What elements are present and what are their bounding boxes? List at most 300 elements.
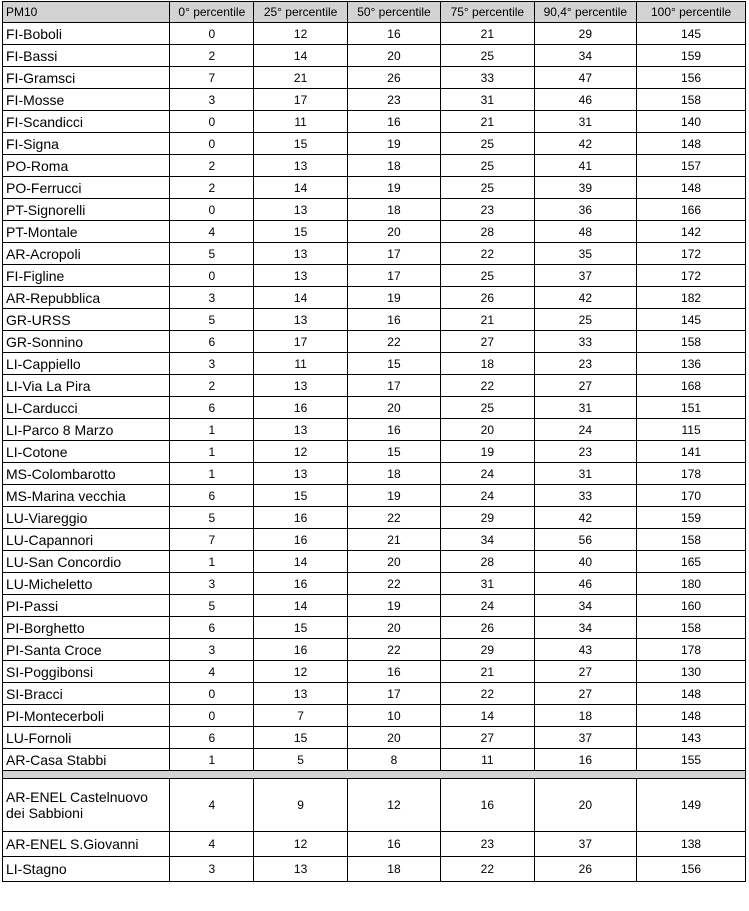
value-cell: 21 <box>441 309 534 331</box>
value-cell: 13 <box>254 419 347 441</box>
value-cell: 15 <box>347 353 440 375</box>
value-cell: 16 <box>254 529 347 551</box>
value-cell: 6 <box>170 397 254 419</box>
value-cell: 22 <box>441 375 534 397</box>
value-cell: 3 <box>170 857 254 882</box>
value-cell: 140 <box>637 111 746 133</box>
value-cell: 33 <box>534 331 637 353</box>
table-row <box>3 375 746 397</box>
value-cell: 13 <box>254 155 347 177</box>
value-cell: 37 <box>534 832 637 857</box>
value-cell: 33 <box>441 67 534 89</box>
value-cell: 18 <box>347 199 440 221</box>
value-cell: 46 <box>534 573 637 595</box>
value-cell: 16 <box>254 507 347 529</box>
value-cell: 13 <box>254 375 347 397</box>
table-row <box>3 67 746 89</box>
value-cell: 16 <box>347 419 440 441</box>
value-cell: 0 <box>170 265 254 287</box>
value-cell: 180 <box>637 573 746 595</box>
value-cell: 15 <box>254 133 347 155</box>
table-row <box>3 779 746 832</box>
value-cell: 2 <box>170 45 254 67</box>
value-cell: 20 <box>347 45 440 67</box>
value-cell: 3 <box>170 573 254 595</box>
value-cell: 4 <box>170 832 254 857</box>
value-cell: 17 <box>254 89 347 111</box>
value-cell: 15 <box>254 221 347 243</box>
value-cell: 20 <box>534 779 637 832</box>
value-cell: 20 <box>347 617 440 639</box>
station-name-cell: PI-Montecerboli <box>3 705 170 727</box>
value-cell: 13 <box>254 265 347 287</box>
table-row <box>3 573 746 595</box>
value-cell: 158 <box>637 331 746 353</box>
value-cell: 22 <box>441 857 534 882</box>
value-cell: 31 <box>534 463 637 485</box>
table-row <box>3 155 746 177</box>
value-cell: 21 <box>347 529 440 551</box>
table-row <box>3 353 746 375</box>
station-name-cell: AR-ENEL S.Giovanni <box>3 832 170 857</box>
value-cell: 14 <box>254 287 347 309</box>
value-cell: 35 <box>534 243 637 265</box>
table-row <box>3 661 746 683</box>
value-cell: 3 <box>170 287 254 309</box>
value-cell: 24 <box>534 419 637 441</box>
value-cell: 13 <box>254 309 347 331</box>
station-name-cell: MS-Marina vecchia <box>3 485 170 507</box>
station-name-cell: FI-Figline <box>3 265 170 287</box>
value-cell: 31 <box>441 89 534 111</box>
station-name-cell: GR-Sonnino <box>3 331 170 353</box>
table-row <box>3 331 746 353</box>
value-cell: 28 <box>441 551 534 573</box>
value-cell: 15 <box>347 441 440 463</box>
value-cell: 13 <box>254 857 347 882</box>
value-cell: 6 <box>170 617 254 639</box>
value-cell: 159 <box>637 507 746 529</box>
value-cell: 7 <box>254 705 347 727</box>
station-name-cell: LU-Fornoli <box>3 727 170 749</box>
value-cell: 21 <box>254 67 347 89</box>
value-cell: 47 <box>534 67 637 89</box>
value-cell: 23 <box>534 353 637 375</box>
value-cell: 21 <box>441 111 534 133</box>
value-cell: 6 <box>170 485 254 507</box>
value-cell: 26 <box>534 857 637 882</box>
table-row <box>3 221 746 243</box>
station-name-cell: MS-Colombarotto <box>3 463 170 485</box>
station-name-cell: LU-San Concordio <box>3 551 170 573</box>
value-cell: 12 <box>254 832 347 857</box>
value-cell: 27 <box>441 727 534 749</box>
table-row <box>3 133 746 155</box>
header-cell: PM10 <box>3 2 170 23</box>
value-cell: 34 <box>534 45 637 67</box>
value-cell: 2 <box>170 177 254 199</box>
value-cell: 16 <box>347 111 440 133</box>
value-cell: 17 <box>347 243 440 265</box>
value-cell: 42 <box>534 287 637 309</box>
value-cell: 115 <box>637 419 746 441</box>
table-row <box>3 199 746 221</box>
table-row <box>3 727 746 749</box>
separator-cell <box>3 771 746 779</box>
station-name-cell: PO-Roma <box>3 155 170 177</box>
value-cell: 56 <box>534 529 637 551</box>
value-cell: 25 <box>441 45 534 67</box>
value-cell: 27 <box>534 375 637 397</box>
value-cell: 25 <box>441 155 534 177</box>
value-cell: 142 <box>637 221 746 243</box>
value-cell: 11 <box>254 111 347 133</box>
station-name-cell: FI-Signa <box>3 133 170 155</box>
value-cell: 42 <box>534 507 637 529</box>
value-cell: 18 <box>441 353 534 375</box>
value-cell: 0 <box>170 705 254 727</box>
value-cell: 5 <box>170 309 254 331</box>
value-cell: 4 <box>170 779 254 832</box>
value-cell: 168 <box>637 375 746 397</box>
value-cell: 22 <box>441 683 534 705</box>
table-row <box>3 111 746 133</box>
value-cell: 16 <box>254 639 347 661</box>
value-cell: 1 <box>170 419 254 441</box>
station-name-cell: LI-Via La Pira <box>3 375 170 397</box>
value-cell: 2 <box>170 375 254 397</box>
value-cell: 16 <box>254 397 347 419</box>
value-cell: 29 <box>534 23 637 45</box>
station-name-cell: LI-Parco 8 Marzo <box>3 419 170 441</box>
value-cell: 27 <box>534 683 637 705</box>
value-cell: 22 <box>347 507 440 529</box>
value-cell: 4 <box>170 221 254 243</box>
value-cell: 16 <box>534 749 637 771</box>
separator-row <box>3 771 746 779</box>
value-cell: 40 <box>534 551 637 573</box>
value-cell: 5 <box>170 243 254 265</box>
value-cell: 149 <box>637 779 746 832</box>
station-name-cell: FI-Scandicci <box>3 111 170 133</box>
value-cell: 37 <box>534 727 637 749</box>
value-cell: 141 <box>637 441 746 463</box>
station-name-cell: LU-Capannori <box>3 529 170 551</box>
value-cell: 25 <box>534 309 637 331</box>
value-cell: 12 <box>254 441 347 463</box>
value-cell: 48 <box>534 221 637 243</box>
value-cell: 16 <box>347 661 440 683</box>
value-cell: 23 <box>441 199 534 221</box>
station-name-cell: FI-Bassi <box>3 45 170 67</box>
header-row <box>3 2 746 23</box>
value-cell: 10 <box>347 705 440 727</box>
value-cell: 1 <box>170 551 254 573</box>
value-cell: 23 <box>347 89 440 111</box>
station-name-cell: FI-Mosse <box>3 89 170 111</box>
value-cell: 14 <box>254 45 347 67</box>
value-cell: 22 <box>347 331 440 353</box>
station-name-cell: AR-Casa Stabbi <box>3 749 170 771</box>
value-cell: 138 <box>637 832 746 857</box>
table-row <box>3 551 746 573</box>
table-row <box>3 749 746 771</box>
value-cell: 11 <box>254 353 347 375</box>
value-cell: 25 <box>441 397 534 419</box>
station-name-cell: FI-Boboli <box>3 23 170 45</box>
value-cell: 6 <box>170 331 254 353</box>
station-name-cell: AR-Repubblica <box>3 287 170 309</box>
table-row <box>3 177 746 199</box>
value-cell: 31 <box>534 111 637 133</box>
value-cell: 24 <box>441 485 534 507</box>
value-cell: 3 <box>170 89 254 111</box>
value-cell: 148 <box>637 133 746 155</box>
table-row <box>3 857 746 882</box>
value-cell: 28 <box>441 221 534 243</box>
value-cell: 23 <box>534 441 637 463</box>
value-cell: 18 <box>347 463 440 485</box>
value-cell: 158 <box>637 617 746 639</box>
value-cell: 15 <box>254 727 347 749</box>
table-row <box>3 309 746 331</box>
value-cell: 14 <box>254 595 347 617</box>
value-cell: 34 <box>441 529 534 551</box>
table-row <box>3 441 746 463</box>
value-cell: 18 <box>347 857 440 882</box>
value-cell: 155 <box>637 749 746 771</box>
value-cell: 29 <box>441 507 534 529</box>
value-cell: 27 <box>534 661 637 683</box>
header-cell: 75° percentile <box>441 2 534 23</box>
value-cell: 37 <box>534 265 637 287</box>
value-cell: 158 <box>637 529 746 551</box>
value-cell: 5 <box>170 595 254 617</box>
value-cell: 43 <box>534 639 637 661</box>
value-cell: 1 <box>170 749 254 771</box>
value-cell: 22 <box>441 243 534 265</box>
value-cell: 23 <box>441 832 534 857</box>
value-cell: 14 <box>441 705 534 727</box>
value-cell: 34 <box>534 595 637 617</box>
value-cell: 24 <box>441 595 534 617</box>
value-cell: 42 <box>534 133 637 155</box>
value-cell: 24 <box>441 463 534 485</box>
table-row <box>3 23 746 45</box>
value-cell: 16 <box>441 779 534 832</box>
value-cell: 1 <box>170 441 254 463</box>
value-cell: 148 <box>637 705 746 727</box>
value-cell: 21 <box>441 23 534 45</box>
header-cell: 100° percentile <box>637 2 746 23</box>
value-cell: 5 <box>254 749 347 771</box>
value-cell: 11 <box>441 749 534 771</box>
value-cell: 26 <box>441 287 534 309</box>
value-cell: 20 <box>347 397 440 419</box>
value-cell: 16 <box>347 309 440 331</box>
value-cell: 25 <box>441 265 534 287</box>
header-cell: 25° percentile <box>254 2 347 23</box>
station-name-cell: LI-Carducci <box>3 397 170 419</box>
table-row <box>3 832 746 857</box>
station-name-cell: LU-Micheletto <box>3 573 170 595</box>
table-row <box>3 595 746 617</box>
value-cell: 26 <box>347 67 440 89</box>
value-cell: 3 <box>170 353 254 375</box>
value-cell: 172 <box>637 243 746 265</box>
value-cell: 145 <box>637 23 746 45</box>
station-name-cell: SI-Poggibonsi <box>3 661 170 683</box>
value-cell: 36 <box>534 199 637 221</box>
value-cell: 27 <box>441 331 534 353</box>
value-cell: 7 <box>170 529 254 551</box>
value-cell: 17 <box>254 331 347 353</box>
value-cell: 182 <box>637 287 746 309</box>
value-cell: 159 <box>637 45 746 67</box>
value-cell: 2 <box>170 155 254 177</box>
table-row <box>3 705 746 727</box>
value-cell: 13 <box>254 463 347 485</box>
value-cell: 9 <box>254 779 347 832</box>
value-cell: 1 <box>170 463 254 485</box>
value-cell: 148 <box>637 683 746 705</box>
value-cell: 170 <box>637 485 746 507</box>
value-cell: 29 <box>441 639 534 661</box>
station-name-cell: PI-Borghetto <box>3 617 170 639</box>
table-row <box>3 45 746 67</box>
station-name-cell: PI-Passi <box>3 595 170 617</box>
value-cell: 130 <box>637 661 746 683</box>
value-cell: 178 <box>637 463 746 485</box>
station-name-cell: PI-Santa Croce <box>3 639 170 661</box>
value-cell: 158 <box>637 89 746 111</box>
value-cell: 31 <box>441 573 534 595</box>
station-name-cell: SI-Bracci <box>3 683 170 705</box>
table-row <box>3 419 746 441</box>
value-cell: 8 <box>347 749 440 771</box>
value-cell: 4 <box>170 661 254 683</box>
value-cell: 19 <box>347 595 440 617</box>
value-cell: 12 <box>347 779 440 832</box>
value-cell: 13 <box>254 683 347 705</box>
station-name-cell: AR-Acropoli <box>3 243 170 265</box>
value-cell: 12 <box>254 661 347 683</box>
table-row <box>3 683 746 705</box>
header-cell: 90,4° percentile <box>534 2 637 23</box>
value-cell: 20 <box>441 419 534 441</box>
value-cell: 22 <box>347 573 440 595</box>
value-cell: 145 <box>637 309 746 331</box>
value-cell: 172 <box>637 265 746 287</box>
value-cell: 0 <box>170 111 254 133</box>
station-name-cell: LI-Cotone <box>3 441 170 463</box>
value-cell: 46 <box>534 89 637 111</box>
value-cell: 17 <box>347 683 440 705</box>
pm10-percentile-table <box>2 1 746 882</box>
value-cell: 19 <box>347 177 440 199</box>
table-row <box>3 617 746 639</box>
value-cell: 16 <box>254 573 347 595</box>
table-row <box>3 397 746 419</box>
value-cell: 20 <box>347 221 440 243</box>
value-cell: 15 <box>254 485 347 507</box>
station-name-cell: LI-Stagno <box>3 857 170 882</box>
value-cell: 16 <box>347 832 440 857</box>
value-cell: 14 <box>254 551 347 573</box>
value-cell: 6 <box>170 727 254 749</box>
value-cell: 15 <box>254 617 347 639</box>
station-name-cell: PO-Ferrucci <box>3 177 170 199</box>
value-cell: 14 <box>254 177 347 199</box>
value-cell: 178 <box>637 639 746 661</box>
station-name-cell: PT-Signorelli <box>3 199 170 221</box>
value-cell: 22 <box>347 639 440 661</box>
value-cell: 165 <box>637 551 746 573</box>
station-name-cell: GR-URSS <box>3 309 170 331</box>
value-cell: 41 <box>534 155 637 177</box>
value-cell: 19 <box>347 287 440 309</box>
value-cell: 166 <box>637 199 746 221</box>
value-cell: 19 <box>441 441 534 463</box>
value-cell: 151 <box>637 397 746 419</box>
value-cell: 156 <box>637 857 746 882</box>
value-cell: 13 <box>254 243 347 265</box>
value-cell: 33 <box>534 485 637 507</box>
table-row <box>3 485 746 507</box>
value-cell: 5 <box>170 507 254 529</box>
table-row <box>3 89 746 111</box>
table-row <box>3 529 746 551</box>
value-cell: 19 <box>347 133 440 155</box>
value-cell: 12 <box>254 23 347 45</box>
value-cell: 16 <box>347 23 440 45</box>
header-cell: 50° percentile <box>347 2 440 23</box>
station-name-cell: LU-Viareggio <box>3 507 170 529</box>
header-cell: 0° percentile <box>170 2 254 23</box>
station-name-cell: LI-Cappiello <box>3 353 170 375</box>
station-name-cell: FI-Gramsci <box>3 67 170 89</box>
value-cell: 19 <box>347 485 440 507</box>
station-name-cell: PT-Montale <box>3 221 170 243</box>
value-cell: 0 <box>170 133 254 155</box>
value-cell: 143 <box>637 727 746 749</box>
value-cell: 39 <box>534 177 637 199</box>
value-cell: 20 <box>347 727 440 749</box>
value-cell: 17 <box>347 375 440 397</box>
value-cell: 148 <box>637 177 746 199</box>
value-cell: 0 <box>170 199 254 221</box>
table-row <box>3 507 746 529</box>
value-cell: 34 <box>534 617 637 639</box>
table-row <box>3 243 746 265</box>
value-cell: 0 <box>170 683 254 705</box>
table-row <box>3 265 746 287</box>
value-cell: 156 <box>637 67 746 89</box>
table-row <box>3 639 746 661</box>
value-cell: 0 <box>170 23 254 45</box>
value-cell: 25 <box>441 177 534 199</box>
table-body <box>3 23 746 882</box>
value-cell: 136 <box>637 353 746 375</box>
station-name-cell: AR-ENEL Castelnuovo dei Sabbioni <box>3 779 170 832</box>
value-cell: 21 <box>441 661 534 683</box>
value-cell: 3 <box>170 639 254 661</box>
table-row <box>3 287 746 309</box>
value-cell: 7 <box>170 67 254 89</box>
value-cell: 17 <box>347 265 440 287</box>
table-row <box>3 463 746 485</box>
value-cell: 20 <box>347 551 440 573</box>
